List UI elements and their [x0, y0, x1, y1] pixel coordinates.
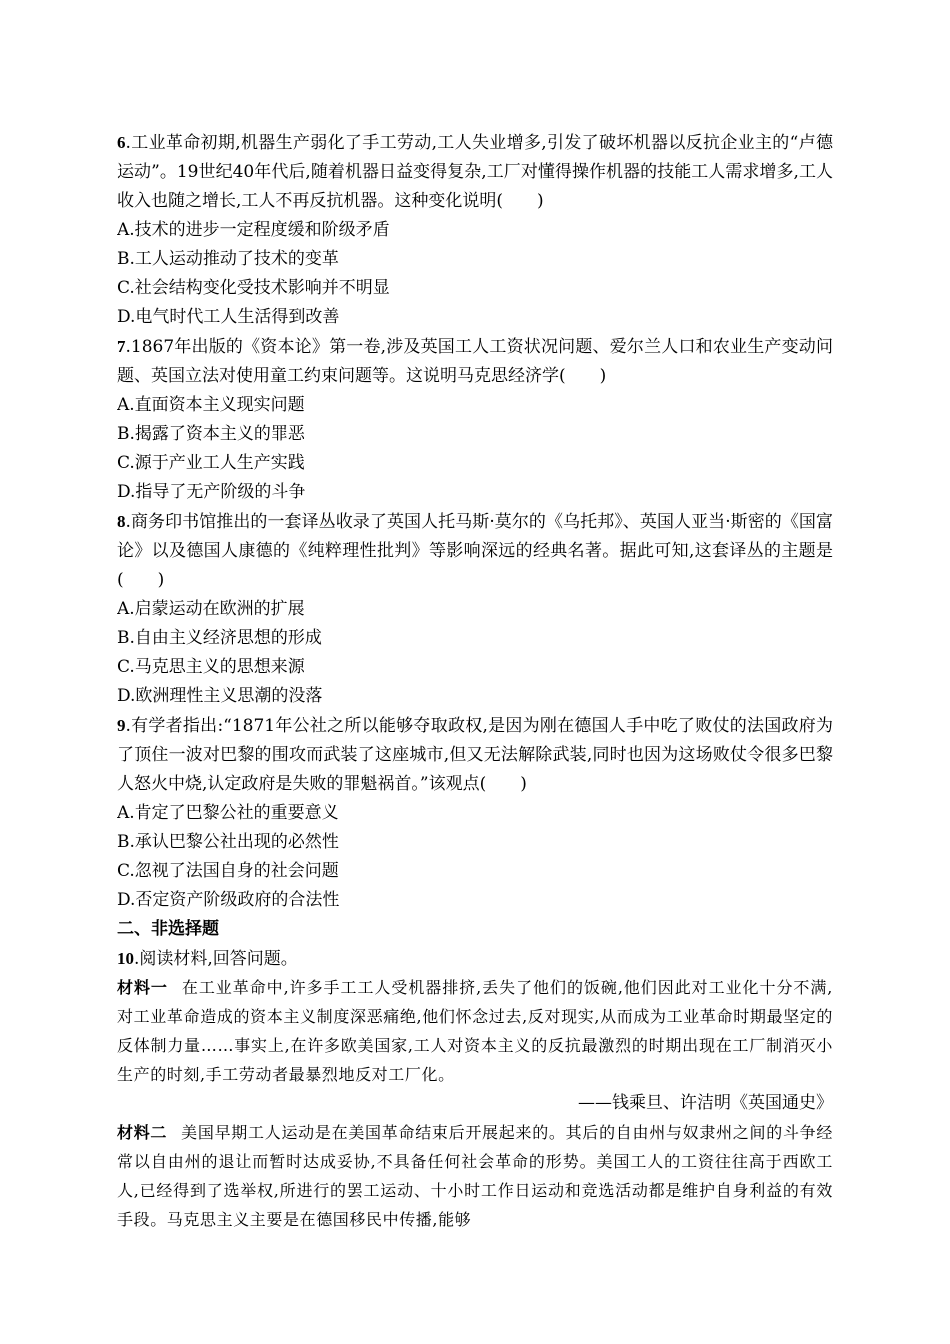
question-8 [117, 507, 833, 711]
question-number: 6 [117, 133, 126, 152]
option-c: C.社会结构变化受技术影响并不明显 [117, 278, 390, 298]
option-b: B.揭露了资本主义的罪恶 [117, 424, 305, 444]
option-c: C.源于产业工人生产实践 [117, 453, 305, 473]
question-9 [117, 711, 833, 915]
option-d: D.欧洲理性主义思潮的没落 [117, 686, 323, 706]
material-text: 在工业革命中,许多手工工人受机器排挤,丢失了他们的饭碗,他们因此对工业化十分不满,对工业革命造成的资本主义制度深恶痛绝,他们怀念过去,反对现实,从而成为工业革命时期最坚定的反体制力量……事实上,在许多欧美国家,工人对资本主义的反抗最激烈的时期出现在工厂制消灭小生产的时刻,手工劳动者最暴烈地反对工厂化。 [117, 978, 833, 1084]
option-b: B.自由主义经济思想的形成 [117, 628, 322, 648]
option-a: A.肯定了巴黎公社的重要意义 [117, 803, 339, 823]
option-a: A.技术的进步一定程度缓和阶级矛盾 [117, 220, 390, 240]
option-a: A.启蒙运动在欧洲的扩展 [117, 599, 305, 619]
question-stem [117, 507, 833, 595]
material-1 [117, 973, 833, 1089]
question-number: 9 [117, 716, 126, 735]
question-text: .有学者指出:“1871年公社之所以能够夺取政权,是因为刚在德国人手中吃了败仗的法国政府为了顶住一波对巴黎的围攻而武装了这座城市,但又无法解除武装,同时也因为这场败仗令很多巴黎人怒火中烧,认定政府是失败的罪魁祸首。”该观点( ) [117, 716, 833, 794]
material-label: 材料一 [117, 978, 168, 997]
material-text: 美国早期工人运动是在美国革命结束后开展起来的。其后的自由州与奴隶州之间的斗争经常以自由州的退让而暂时达成妥协,不具备任何社会革命的形势。美国工人的工资往往高于西欧工人,已经得到了选举权,所进行的罢工运动、十小时工作日运动和竞选活动都是维护自身利益的有效手段。马克思主义主要是在德国移民中传播,能够 [117, 1123, 833, 1229]
question-text: .阅读材料,回答问题。 [134, 949, 298, 969]
option-c: C.马克思主义的思想来源 [117, 657, 305, 677]
option-d: D.电气时代工人生活得到改善 [117, 307, 340, 327]
material-label: 材料二 [117, 1123, 168, 1142]
option-b: B.承认巴黎公社出现的必然性 [117, 832, 339, 852]
option-d: D.否定资产阶级政府的合法性 [117, 890, 340, 910]
question-number: 7 [117, 337, 126, 356]
question-text: .1867年出版的《资本论》第一卷,涉及英国工人工资状况问题、爱尔兰人口和农业生产变动问题、英国立法对使用童工约束问题等。这说明马克思经济学( ) [117, 337, 833, 386]
option-c: C.忽视了法国自身的社会问题 [117, 861, 339, 881]
question-text: .工业革命初期,机器生产弱化了手工劳动,工人失业增多,引发了破坏机器以反抗企业主的“卢德运动”。19世纪40年代后,随着机器日益变得复杂,工厂对懂得操作机器的技能工人需求增多,工人收入也随之增长,工人不再反抗机器。这种变化说明( ) [117, 133, 833, 211]
question-10-stem [117, 944, 833, 973]
option-d: D.指导了无产阶级的斗争 [117, 482, 306, 502]
question-stem [117, 711, 833, 799]
option-a: A.直面资本主义现实问题 [117, 395, 305, 415]
material-2 [117, 1118, 833, 1234]
question-number: 10 [117, 949, 134, 968]
question-7 [117, 332, 833, 507]
section-title: 二、非选择题 [117, 919, 219, 939]
material-1-source: ——钱乘旦、许洁明《英国通史》 [578, 1093, 833, 1113]
question-text: .商务印书馆推出的一套译丛收录了英国人托马斯·莫尔的《乌托邦》、英国人亚当·斯密的《国富论》以及德国人康德的《纯粹理性批判》等影响深远的经典名著。据此可知,这套译丛的主题是( ) [117, 512, 833, 590]
option-b: B.工人运动推动了技术的变革 [117, 249, 339, 269]
page-content [117, 128, 833, 1234]
question-6 [117, 128, 833, 332]
question-number: 8 [117, 512, 126, 531]
question-stem [117, 128, 833, 216]
question-stem [117, 332, 833, 391]
